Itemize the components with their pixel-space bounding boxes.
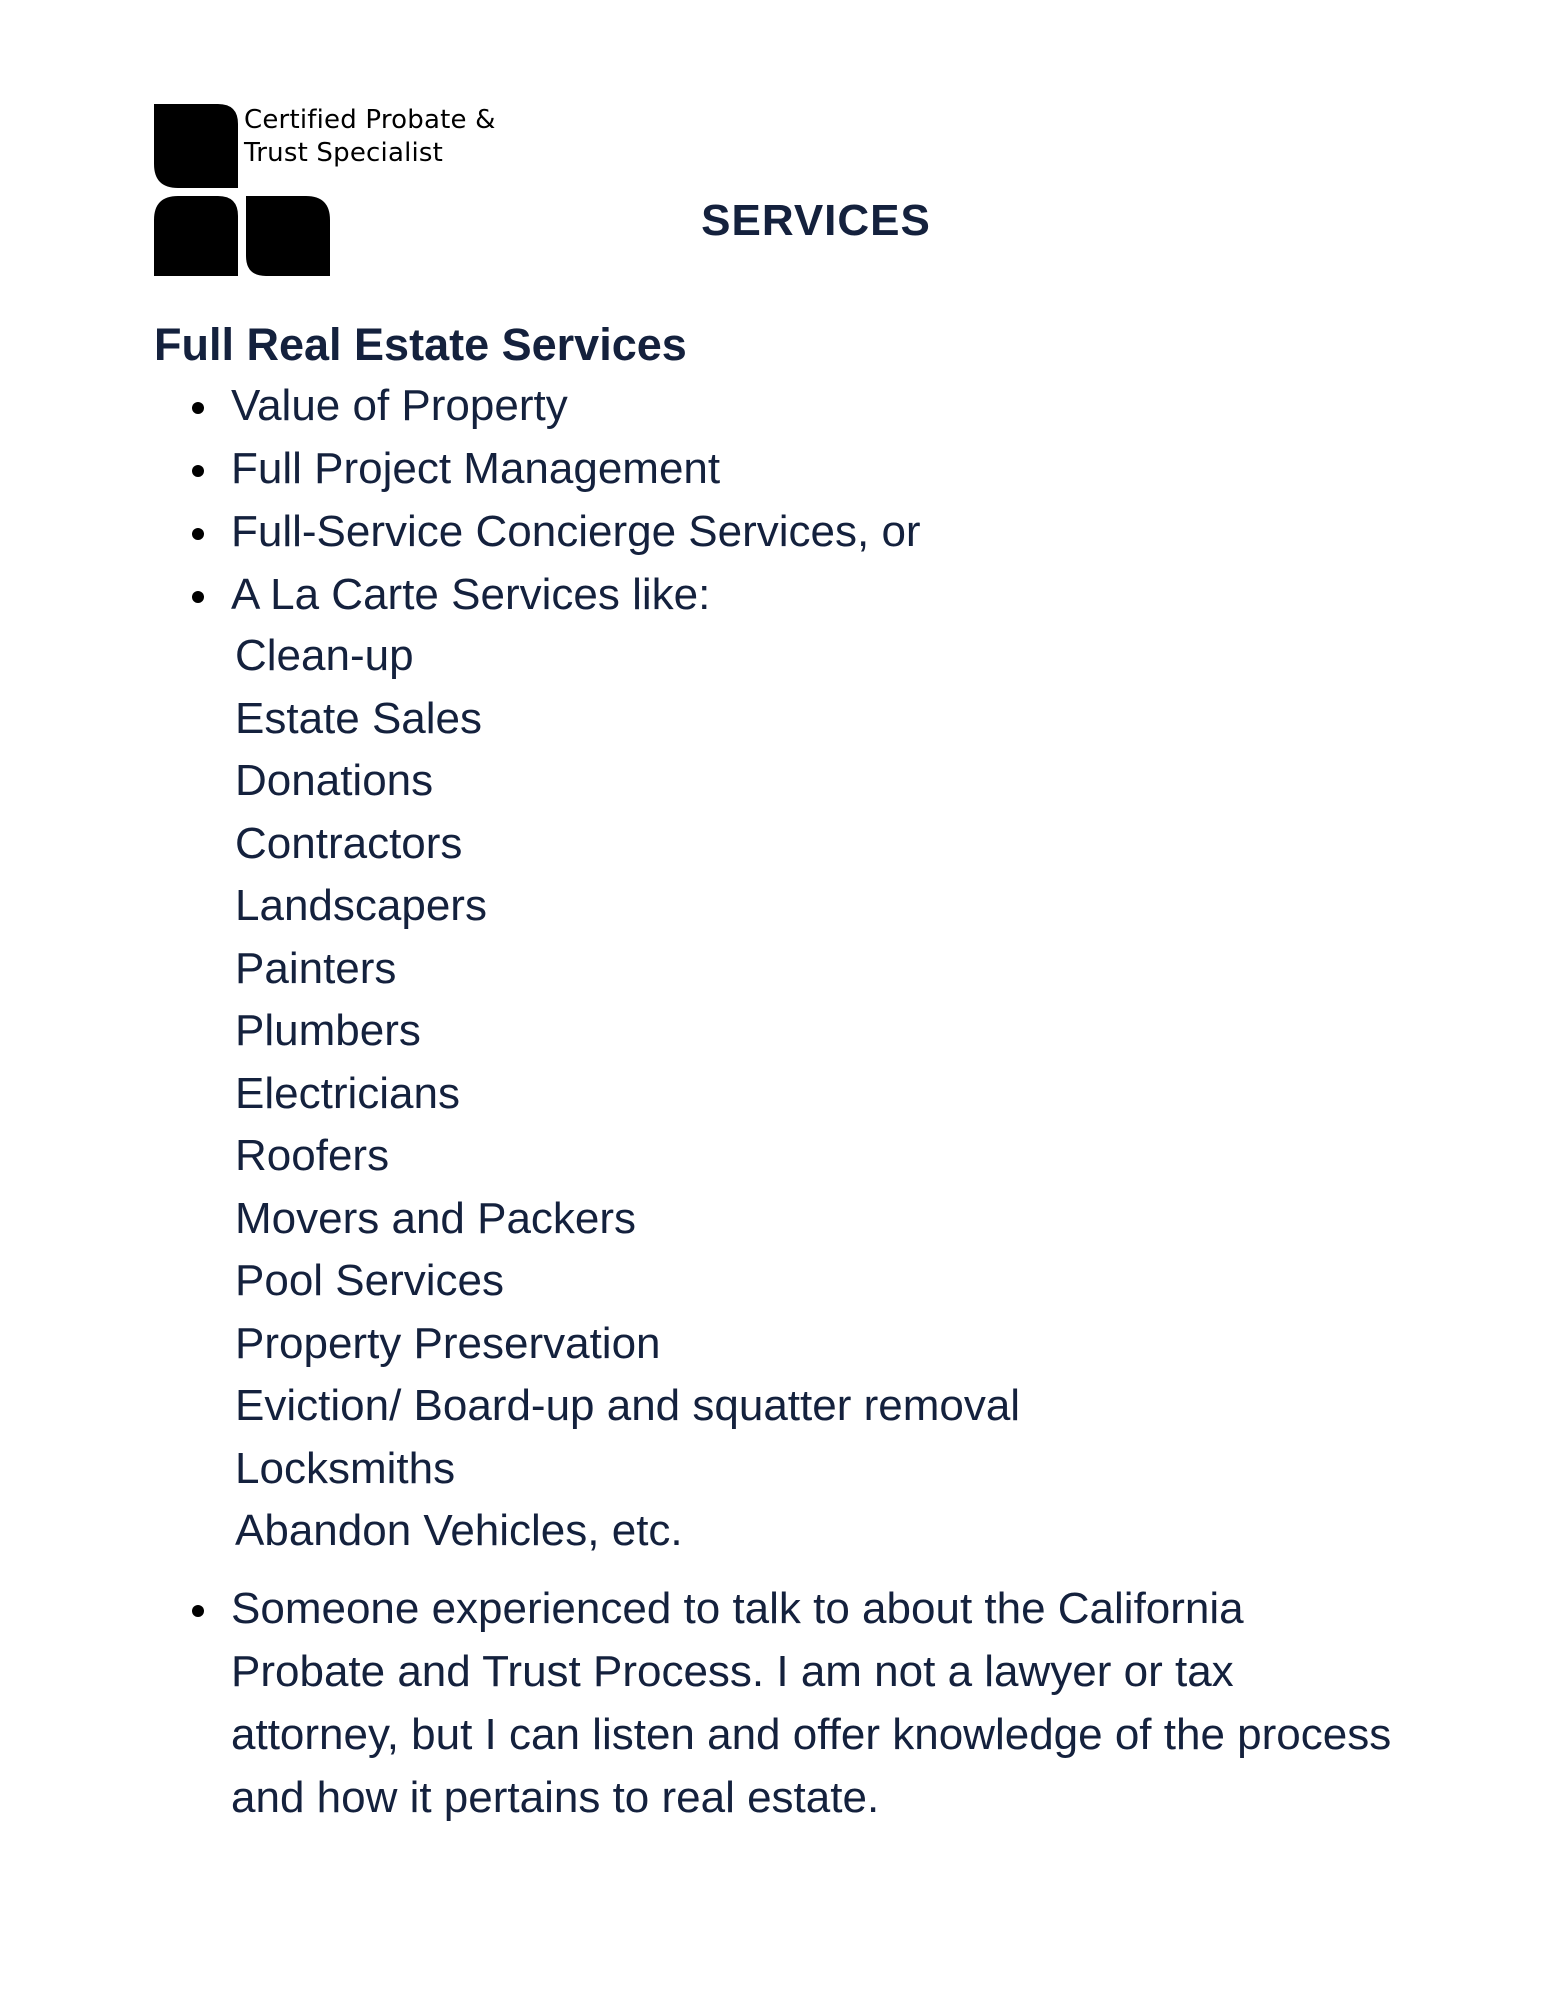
list-item-project-management: Full Project Management	[150, 437, 1400, 500]
sub-item-eviction: Eviction/ Board-up and squatter removal	[235, 1381, 1021, 1430]
sub-item-movers-packers: Movers and Packers	[235, 1193, 637, 1243]
logo-line-2: Trust Specialist	[244, 138, 444, 168]
sub-item-abandon-vehicles: Abandon Vehicles, etc.	[235, 1506, 683, 1555]
logo-line-1: Certified Probate &	[244, 105, 496, 135]
sub-item-donations: Donations	[235, 756, 434, 805]
sub-item-landscapers: Landscapers	[235, 881, 487, 930]
page-title: SERVICES	[701, 196, 931, 245]
list-item-probate-consultation: Someone experienced to talk to about the California Probate and Trust Process. I am not a lawyer or tax attorney, but I can listen and offer knowledge of the process and how it pertains to real estate.	[150, 1577, 1400, 1829]
sub-item-roofers: Roofers	[235, 1131, 390, 1180]
list-item-a-la-carte	[150, 563, 1400, 1563]
section-heading: Full Real Estate Services	[154, 319, 687, 370]
list-item-concierge-services: Full-Service Concierge Services, or	[150, 500, 1400, 563]
sub-item-pool-services: Pool Services	[235, 1256, 505, 1305]
sub-item-electricians: Electricians	[235, 1068, 460, 1118]
list-item-value-of-property: Value of Property	[150, 374, 1400, 437]
sub-item-clean-up: Clean-up	[235, 631, 414, 680]
sub-item-contractors: Contractors	[235, 818, 463, 868]
sub-item-locksmiths: Locksmiths	[235, 1443, 456, 1493]
sub-item-plumbers: Plumbers	[235, 1006, 421, 1055]
services-list	[150, 374, 1400, 1829]
a-la-carte-sublist	[231, 625, 1400, 1563]
sub-item-property-preservation: Property Preservation	[235, 1318, 661, 1368]
sub-item-estate-sales: Estate Sales	[235, 693, 483, 743]
a-la-carte-label: A La Carte Services like:	[231, 570, 711, 619]
logo-text	[244, 104, 496, 170]
sub-item-painters: Painters	[235, 943, 397, 993]
